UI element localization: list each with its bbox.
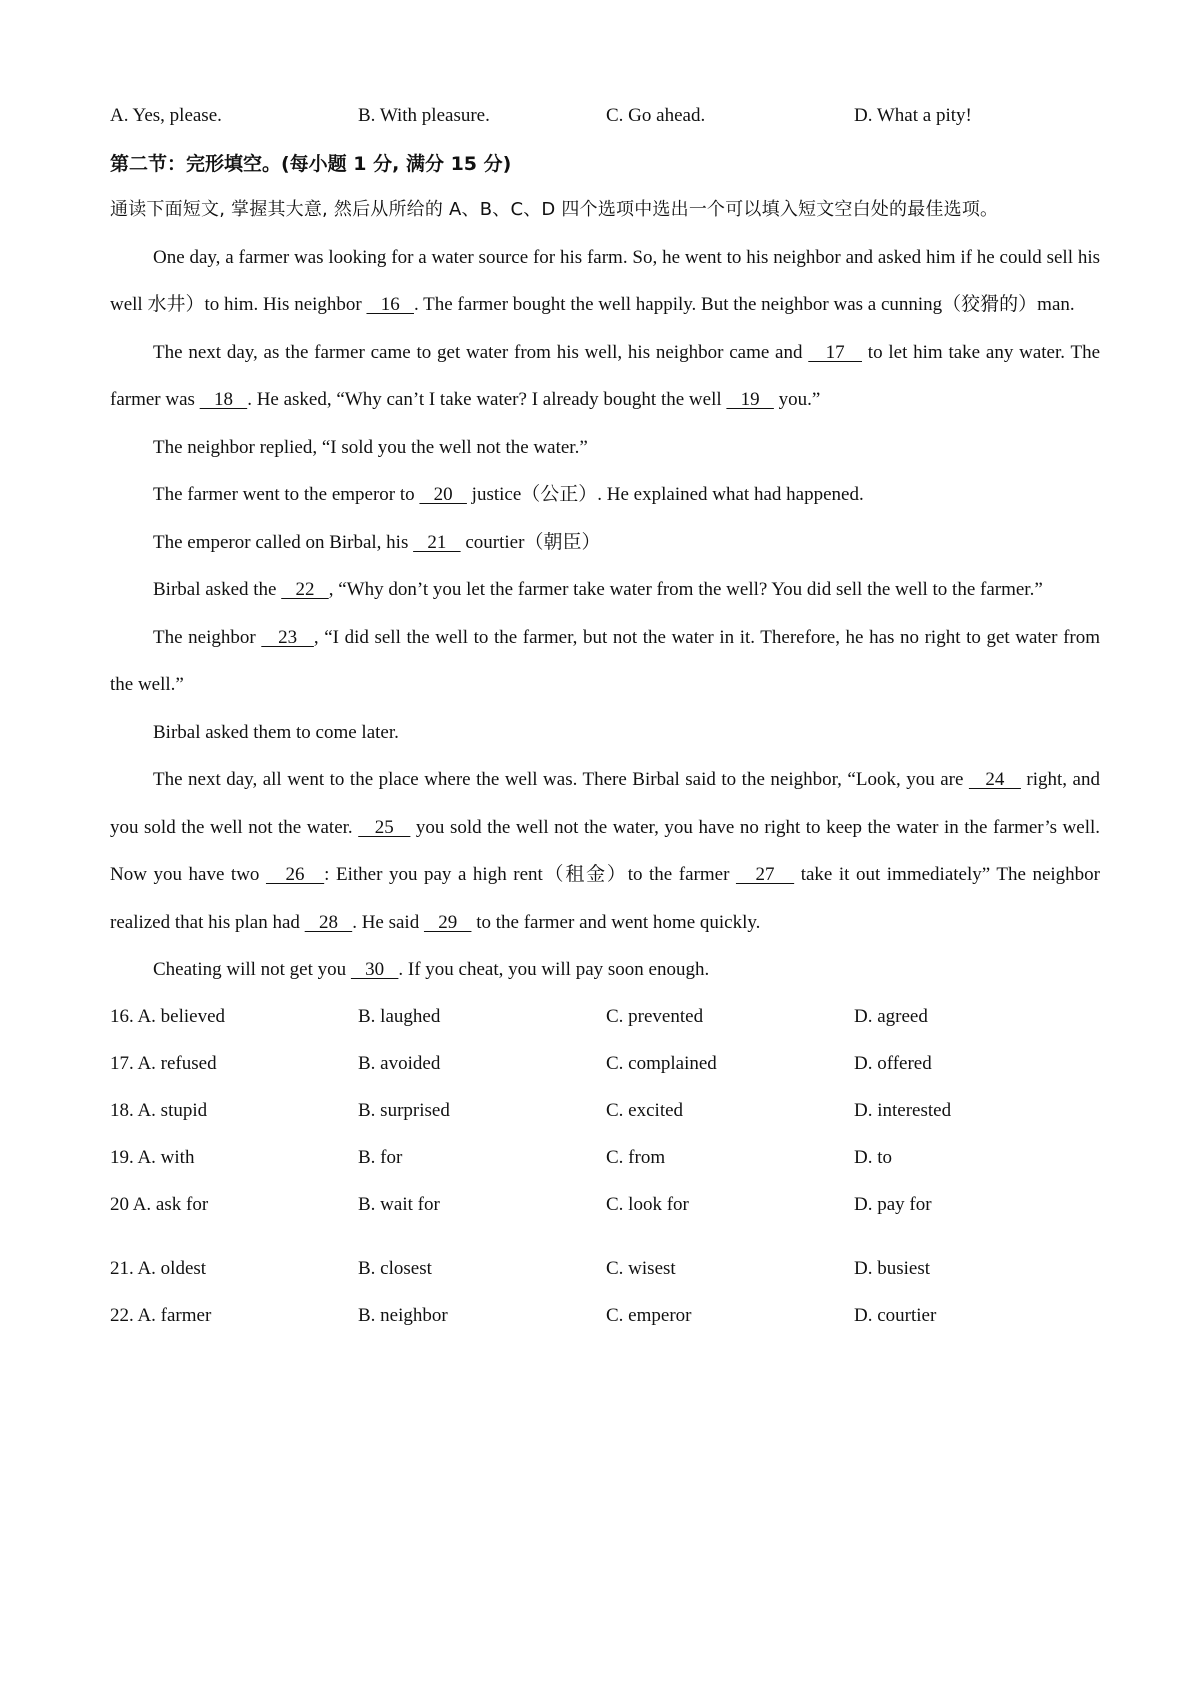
answer-option: B. closest [358,1258,432,1279]
answer-option: D. to [854,1147,892,1168]
cloze-blank: 17 [808,341,862,363]
passage-paragraph [110,471,1100,519]
passage-text: Cheating will not get you [153,959,351,980]
answer-option: D. busiest [854,1258,930,1279]
option-b: B. With pleasure. [358,104,490,126]
question-row [110,1041,1100,1088]
answer-option: 18. A. stupid [110,1100,208,1121]
answer-option: B. laughed [358,1006,441,1027]
question-row [110,1135,1100,1182]
cloze-blank: 18 [199,389,248,410]
passage-text: justice（公正）. He explained what had happened. [466,484,864,505]
answer-option: C. wisest [606,1258,676,1279]
answer-option: D. pay for [854,1194,932,1215]
answer-option: C. excited [606,1100,684,1121]
passage-paragraph [110,234,1100,329]
passage-text: . The farmer bought the well happily. But the neighbor was a cunning（狡猾的）man. [413,294,1075,315]
passage-text: you.” [773,389,821,410]
answer-option: 20 A. ask for [110,1194,209,1215]
passage-paragraph [110,424,1100,472]
passage-text: Birbal asked them to come later. [153,721,399,743]
passage-text: : Either you pay a high rent（租金）to the farmer [324,864,736,885]
cloze-blank: 23 [261,626,314,648]
spacer [110,1229,1100,1246]
passage-text: you sold the well not the water, you have no right to keep the water in the farmer’s well. Now you have two [110,816,1101,885]
passage-text: . If you cheat, you will pay soon enough. [398,959,710,980]
option-c: C. Go ahead. [606,104,706,126]
answer-option: 22. A. farmer [110,1305,212,1326]
passage-paragraph [110,566,1100,614]
option-d: D. What a pity! [854,104,972,126]
question-row [110,1182,1100,1229]
answer-option: B. surprised [358,1100,450,1121]
question-options-list [110,994,1100,1340]
passage-text: One day, a farmer was looking for a water source for his farm. So, he went to his neighbor and asked him if he could sell his well 水井）to him. His neighbor [110,246,1100,315]
question-row [110,1293,1100,1340]
passage-text: The emperor called on Birbal, his [153,531,414,553]
passage-text: Birbal asked the [153,579,282,600]
question-row [110,994,1100,1041]
passage-text: take it out immediately” The neighbor realized that his plan had [110,864,1100,933]
passage-text: right, and you sold the well not the water. [110,769,1100,838]
answer-option: D. courtier [854,1305,937,1326]
answer-option: 16. A. believed [110,1006,226,1027]
cloze-blank: 19 [726,389,774,410]
cloze-blank: 25 [358,816,411,838]
answer-option: B. neighbor [358,1305,448,1326]
answer-option: 19. A. with [110,1147,195,1168]
answer-option: 21. A. oldest [110,1258,207,1279]
cloze-blank: 26 [265,864,325,885]
answer-option: C. prevented [606,1006,704,1027]
answer-option: C. from [606,1147,666,1168]
answer-option: D. offered [854,1053,932,1074]
answer-option: D. agreed [854,1006,928,1027]
passage-paragraph [110,329,1100,424]
cloze-passage [110,234,1100,994]
passage-text: to let him take any water. The farmer was [110,341,1100,410]
passage-text: The next day, as the farmer came to get water from his well, his neighbor came and [153,341,809,363]
answer-option: B. for [358,1147,403,1168]
cloze-blank: 29 [423,911,472,933]
cloze-blank: 27 [735,864,795,885]
cloze-blank: 21 [413,531,461,553]
passage-text: to the farmer and went home quickly. [471,911,761,933]
answer-option: C. look for [606,1194,689,1215]
passage-paragraph [110,614,1100,709]
answer-option: B. avoided [358,1053,441,1074]
cloze-blank: 24 [968,769,1021,790]
passage-text: courtier（朝臣） [460,531,601,553]
question-row [110,1088,1100,1135]
cloze-blank: 20 [419,484,467,505]
passage-text: The farmer went to the emperor to [153,484,420,505]
answer-option: 17. A. refused [110,1053,217,1074]
answer-option: C. emperor [606,1305,692,1326]
passage-paragraph [110,756,1100,946]
option-a: A. Yes, please. [110,104,222,126]
passage-paragraph [110,946,1100,994]
passage-text: , “Why don’t you let the farmer take water from the well? You did sell the well to the farmer.” [328,579,1043,600]
prev-question-options [110,92,1100,139]
cloze-blank: 16 [366,294,414,315]
cloze-blank: 30 [350,959,399,980]
passage-text: . He said [352,911,424,933]
passage-paragraph [110,709,1100,757]
cloze-blank: 22 [281,579,329,600]
passage-text: The next day, all went to the place where the well was. There Birbal said to the neighbor, “Look, you are [153,769,969,790]
section-heading: 第二节：完形填空。(每小题 1 分, 满分 15 分) [110,153,512,175]
question-row [110,1246,1100,1293]
exam-page [110,92,1100,1340]
passage-text: , “I did sell the well to the farmer, but not the water in it. Therefore, he has no right to get water from the well.” [110,626,1101,695]
passage-text: The neighbor [153,626,262,648]
passage-paragraph [110,519,1100,567]
instruction-text: 通读下面短文, 掌握其大意, 然后从所给的 A、B、C、D 四个选项中选出一个可以填入短文空白处的最佳选项。 [110,199,999,220]
answer-option: D. interested [854,1100,952,1121]
cloze-blank: 28 [304,911,353,933]
passage-text: The neighbor replied, “I sold you the well not the water.” [153,436,588,458]
passage-text: . He asked, “Why can’t I take water? I already bought the well [247,389,727,410]
answer-option: C. complained [606,1053,717,1074]
answer-option: B. wait for [358,1194,440,1215]
